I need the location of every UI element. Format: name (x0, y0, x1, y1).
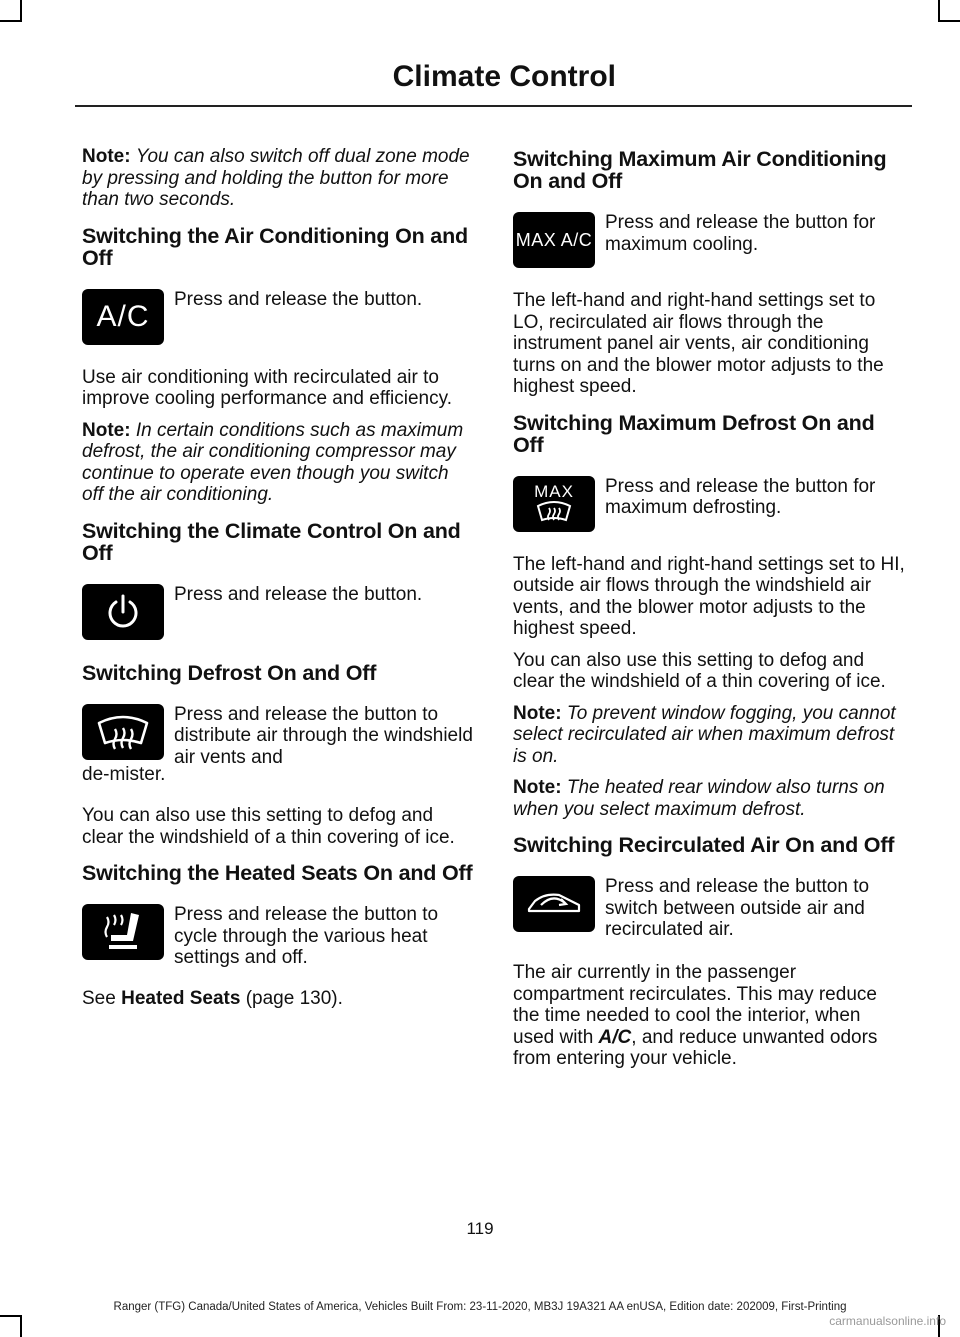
icon-row: Press and release the button to distribute air through the windshield air vents and (82, 704, 474, 770)
paragraph: The air currently in the passenger compartment recirculates. This may reduce the time needed to cool the interior, when used with A/C, and reduce unwanted odors from entering your vehicle. (513, 962, 878, 1069)
heated-seats-link[interactable]: Heated Seats (121, 988, 241, 1009)
note: Note: The heated rear window also turns on when you select maximum defrost. (513, 777, 885, 820)
left-column: Note: You can also switch off dual zone mode by pressing and holding the button for more than two seconds. Switching the Air Conditioning On and Off A/C Press and release the button. Use air conditioning with recirculated air to improve cooling performance and efficiency. Note: In certain conditions such as maximum defrost, the air conditioning compressor may continue to operate even though you switch off the air conditioning. Switching the Climate Control On and Off Press and release the button. Switching Defrost On and Off Press and release the button to distribute air through the windshield air vents and de-mister. You can also use this setting to defog and clear the windshield of a thin covering of ice. Switching the Heated Seats On and Off Press and release the button to cycle through the various heat settings and off. See Heated Seats (page 130). (82, 146, 473, 1009)
section-heading: Switching the Air Conditioning On and Off (82, 223, 468, 270)
icon-row: Press and release the button. (82, 584, 474, 648)
recirculation-icon (513, 876, 595, 932)
power-icon (82, 584, 164, 640)
paragraph: You can also use this setting to defog and clear the windshield of a thin covering of ice. (82, 805, 455, 848)
section-heading: Switching Defrost On and Off (82, 660, 377, 685)
note: Note: You can also switch off dual zone mode by pressing and holding the button for more than two seconds. (82, 146, 470, 210)
crop-mark (20, 0, 22, 22)
paragraph: You can also use this setting to defog and clear the windshield of a thin covering of ice. (513, 649, 886, 692)
cross-reference: See Heated Seats (page 130). (82, 988, 343, 1009)
icon-row: A/C Press and release the button. (82, 289, 474, 353)
watermark: carmanualsonline.info (829, 1314, 946, 1328)
note: Note: In certain conditions such as maximum defrost, the air conditioning compressor may continue to operate even though you switch off the air conditioning. (82, 419, 464, 505)
crop-mark (0, 1315, 22, 1317)
footer-text: Ranger (TFG) Canada/United States of America, Vehicles Built From: 23-11-2020, MB3J 19A321 AA enUSA, Edition date: 202009, First-Printing (113, 1301, 847, 1313)
right-column (513, 146, 905, 1080)
heated-seat-icon (82, 904, 164, 960)
note: Note: To prevent window fogging, you cannot select recirculated air when maximum defrost is on. (513, 702, 896, 767)
icon-row: MAX A/C Press and release the button for maximum cooling. (513, 212, 905, 276)
icon-row: Press and release the button to cycle through the various heat settings and off. (82, 904, 474, 974)
section-heading: Switching the Climate Control On and Off (82, 518, 461, 565)
max-ac-icon: MAX A/C (513, 212, 595, 268)
crop-mark (20, 1315, 22, 1337)
icon-row: Press and release the button to switch between outside air and recirculated air. (513, 876, 905, 948)
page-number: 119 (466, 1219, 494, 1238)
icon-row: MAX Press and release the button for maximum defrosting. (513, 476, 905, 540)
windshield-defrost-icon (82, 704, 164, 760)
section-heading: Switching Maximum Air Conditioning On and Off (513, 147, 887, 193)
section-heading: Switching Maximum Defrost On and Off (513, 410, 875, 457)
max-defrost-icon: MAX (513, 476, 595, 532)
ac-button-icon: A/C (82, 289, 164, 345)
crop-mark (938, 0, 940, 22)
paragraph: Use air conditioning with recirculated air to improve cooling performance and efficiency. (82, 366, 452, 409)
section-heading: Switching the Heated Seats On and Off (82, 861, 473, 885)
crop-mark (938, 20, 960, 22)
crop-mark (0, 20, 22, 22)
section-heading: Switching Recirculated Air On and Off (513, 833, 895, 857)
page-title: Climate Control (392, 60, 616, 93)
header-divider (75, 105, 912, 107)
paragraph: The left-hand and right-hand settings set to HI, outside air flows through the windshield air vents, and the blower motor adjusts to the highest speed. (513, 553, 905, 639)
paragraph: The left-hand and right-hand settings set to LO, recirculated air flows through the instrument panel air vents, air conditioning turns on and the blower motor adjusts to the highest speed. (513, 290, 884, 397)
